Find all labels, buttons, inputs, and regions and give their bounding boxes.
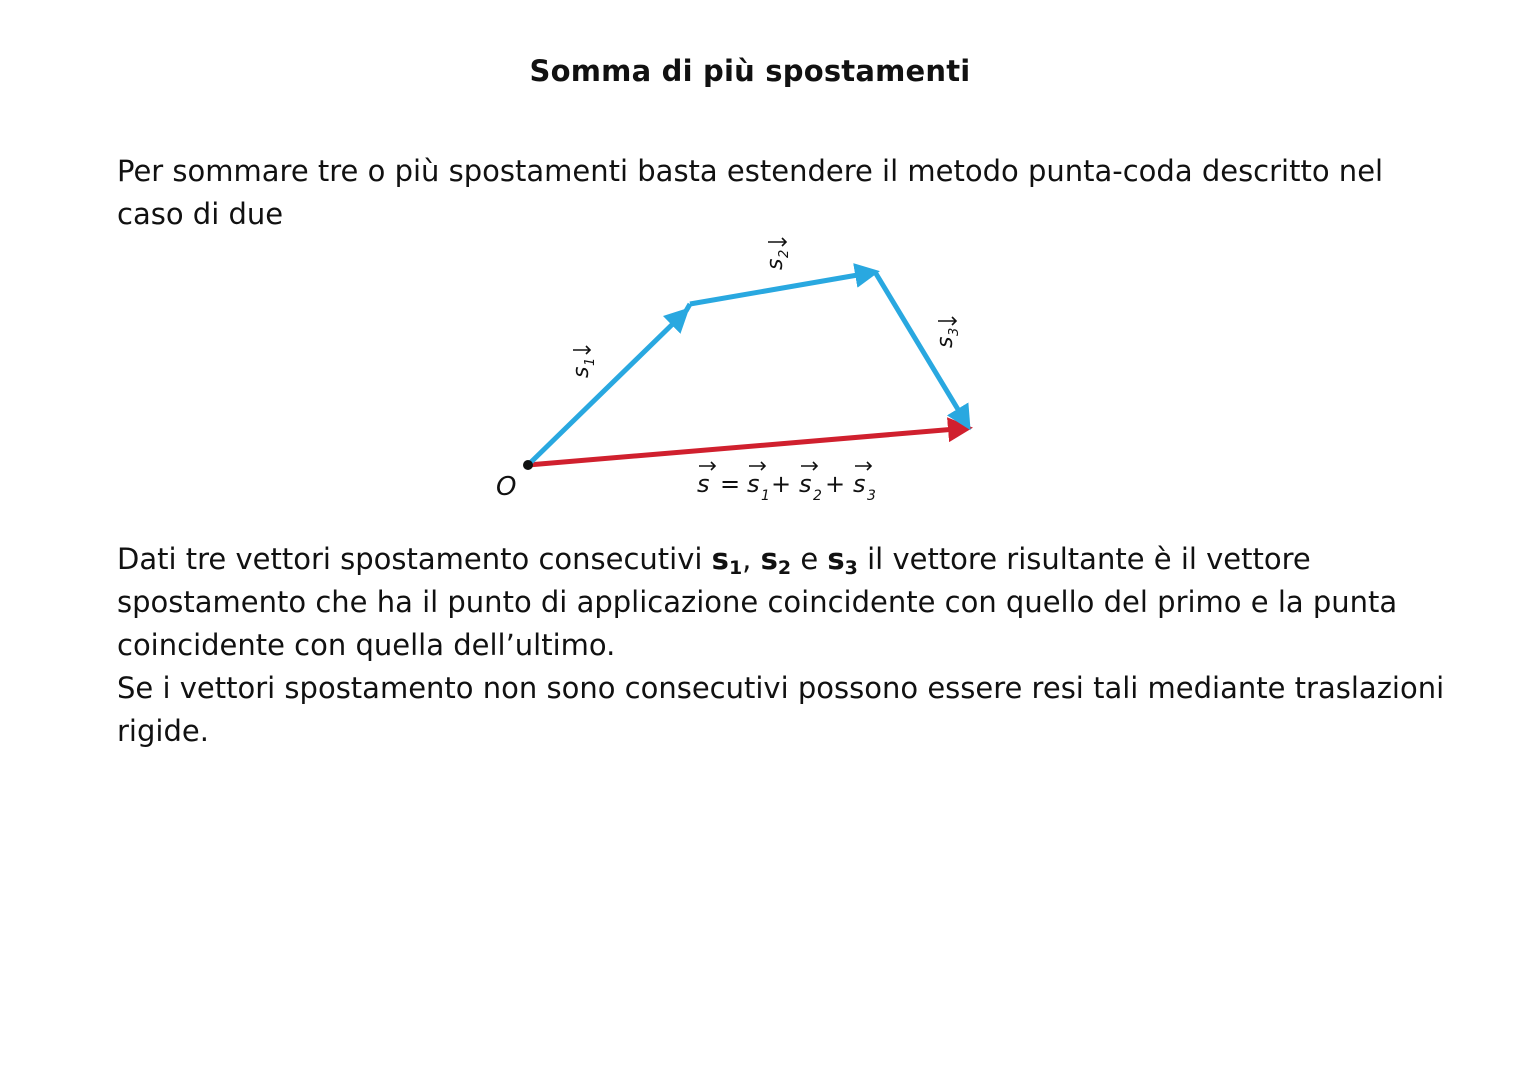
label-s1-letter: s: [569, 366, 594, 378]
eq-s3-letter: s: [853, 470, 866, 498]
eq-s2-arrow-icon: [801, 462, 817, 470]
page-title: Somma di più spostamenti: [529, 54, 971, 88]
explanation-line-3: coincidente con quella dell’ultimo.: [117, 628, 616, 662]
eq-s3-sub: 3: [867, 488, 876, 504]
sum-equation: [697, 462, 876, 504]
vector-sum-diagram: [480, 225, 1000, 515]
label-s2-sub: 2: [777, 249, 792, 258]
vector-s1-arrow: [528, 311, 686, 465]
s2-symbol: $s_2$: [760, 542, 792, 579]
label-s3-letter: s: [933, 336, 958, 348]
eq-s2-letter: s: [799, 470, 812, 498]
vector-s-arrow: [528, 428, 968, 465]
explanation-line-4: Se i vettori spostamento non sono consecutivi possono essere resi tali mediante traslazioni: [117, 671, 1445, 705]
explanation-line-5: rigide.: [117, 714, 209, 748]
s1-symbol: $s_1$: [711, 542, 743, 579]
eq-s2-sub: 2: [813, 488, 822, 504]
eq-s-letter: s: [697, 470, 710, 498]
vector-s1-continuation: [686, 304, 690, 311]
explanation-line-1: [117, 542, 1311, 579]
text-segment: ,: [742, 542, 761, 576]
explanation-paragraph: [117, 538, 1497, 753]
eq-s1-letter: s: [747, 470, 760, 498]
eq-s-arrow-icon: [699, 462, 715, 470]
label-s1-sub: 1: [583, 357, 598, 366]
label-s1-arrow-icon: [573, 346, 590, 354]
origin-point: [523, 460, 533, 470]
label-s3-arrow-icon: [938, 317, 956, 325]
eq-plus-1: +: [771, 470, 792, 498]
eq-s1-sub: 1: [761, 488, 770, 504]
explanation-line-2: spostamento che ha il punto di applicazione coincidente con quello del primo e la punta: [117, 585, 1398, 619]
label-s2: [763, 250, 792, 270]
eq-s1-arrow-icon: [749, 462, 765, 470]
vector-s3-arrow: [875, 272, 968, 426]
text-segment: e: [791, 542, 828, 576]
intro-line-2: caso di due: [117, 197, 284, 231]
vector-s2-arrow: [690, 272, 875, 304]
label-s2-letter: s: [763, 258, 788, 270]
label-s3-sub: 3: [947, 327, 962, 336]
label-s1: [569, 358, 598, 378]
eq-plus-2: +: [825, 470, 846, 498]
intro-paragraph: [117, 150, 1497, 236]
eq-equals: =: [720, 470, 741, 498]
origin-label: O: [496, 472, 517, 502]
eq-s3-arrow-icon: [855, 462, 871, 470]
text-segment: Dati tre vettori spostamento consecutivi: [117, 542, 712, 576]
text-segment: il vettore risultante è il vettore: [857, 542, 1311, 576]
label-s3: [933, 328, 962, 348]
label-s2-arrow-icon: [768, 238, 786, 246]
s3-symbol: $s_3$: [827, 542, 858, 579]
intro-line-1: Per sommare tre o più spostamenti basta estendere il metodo punta-coda descritto nel: [117, 154, 1384, 188]
